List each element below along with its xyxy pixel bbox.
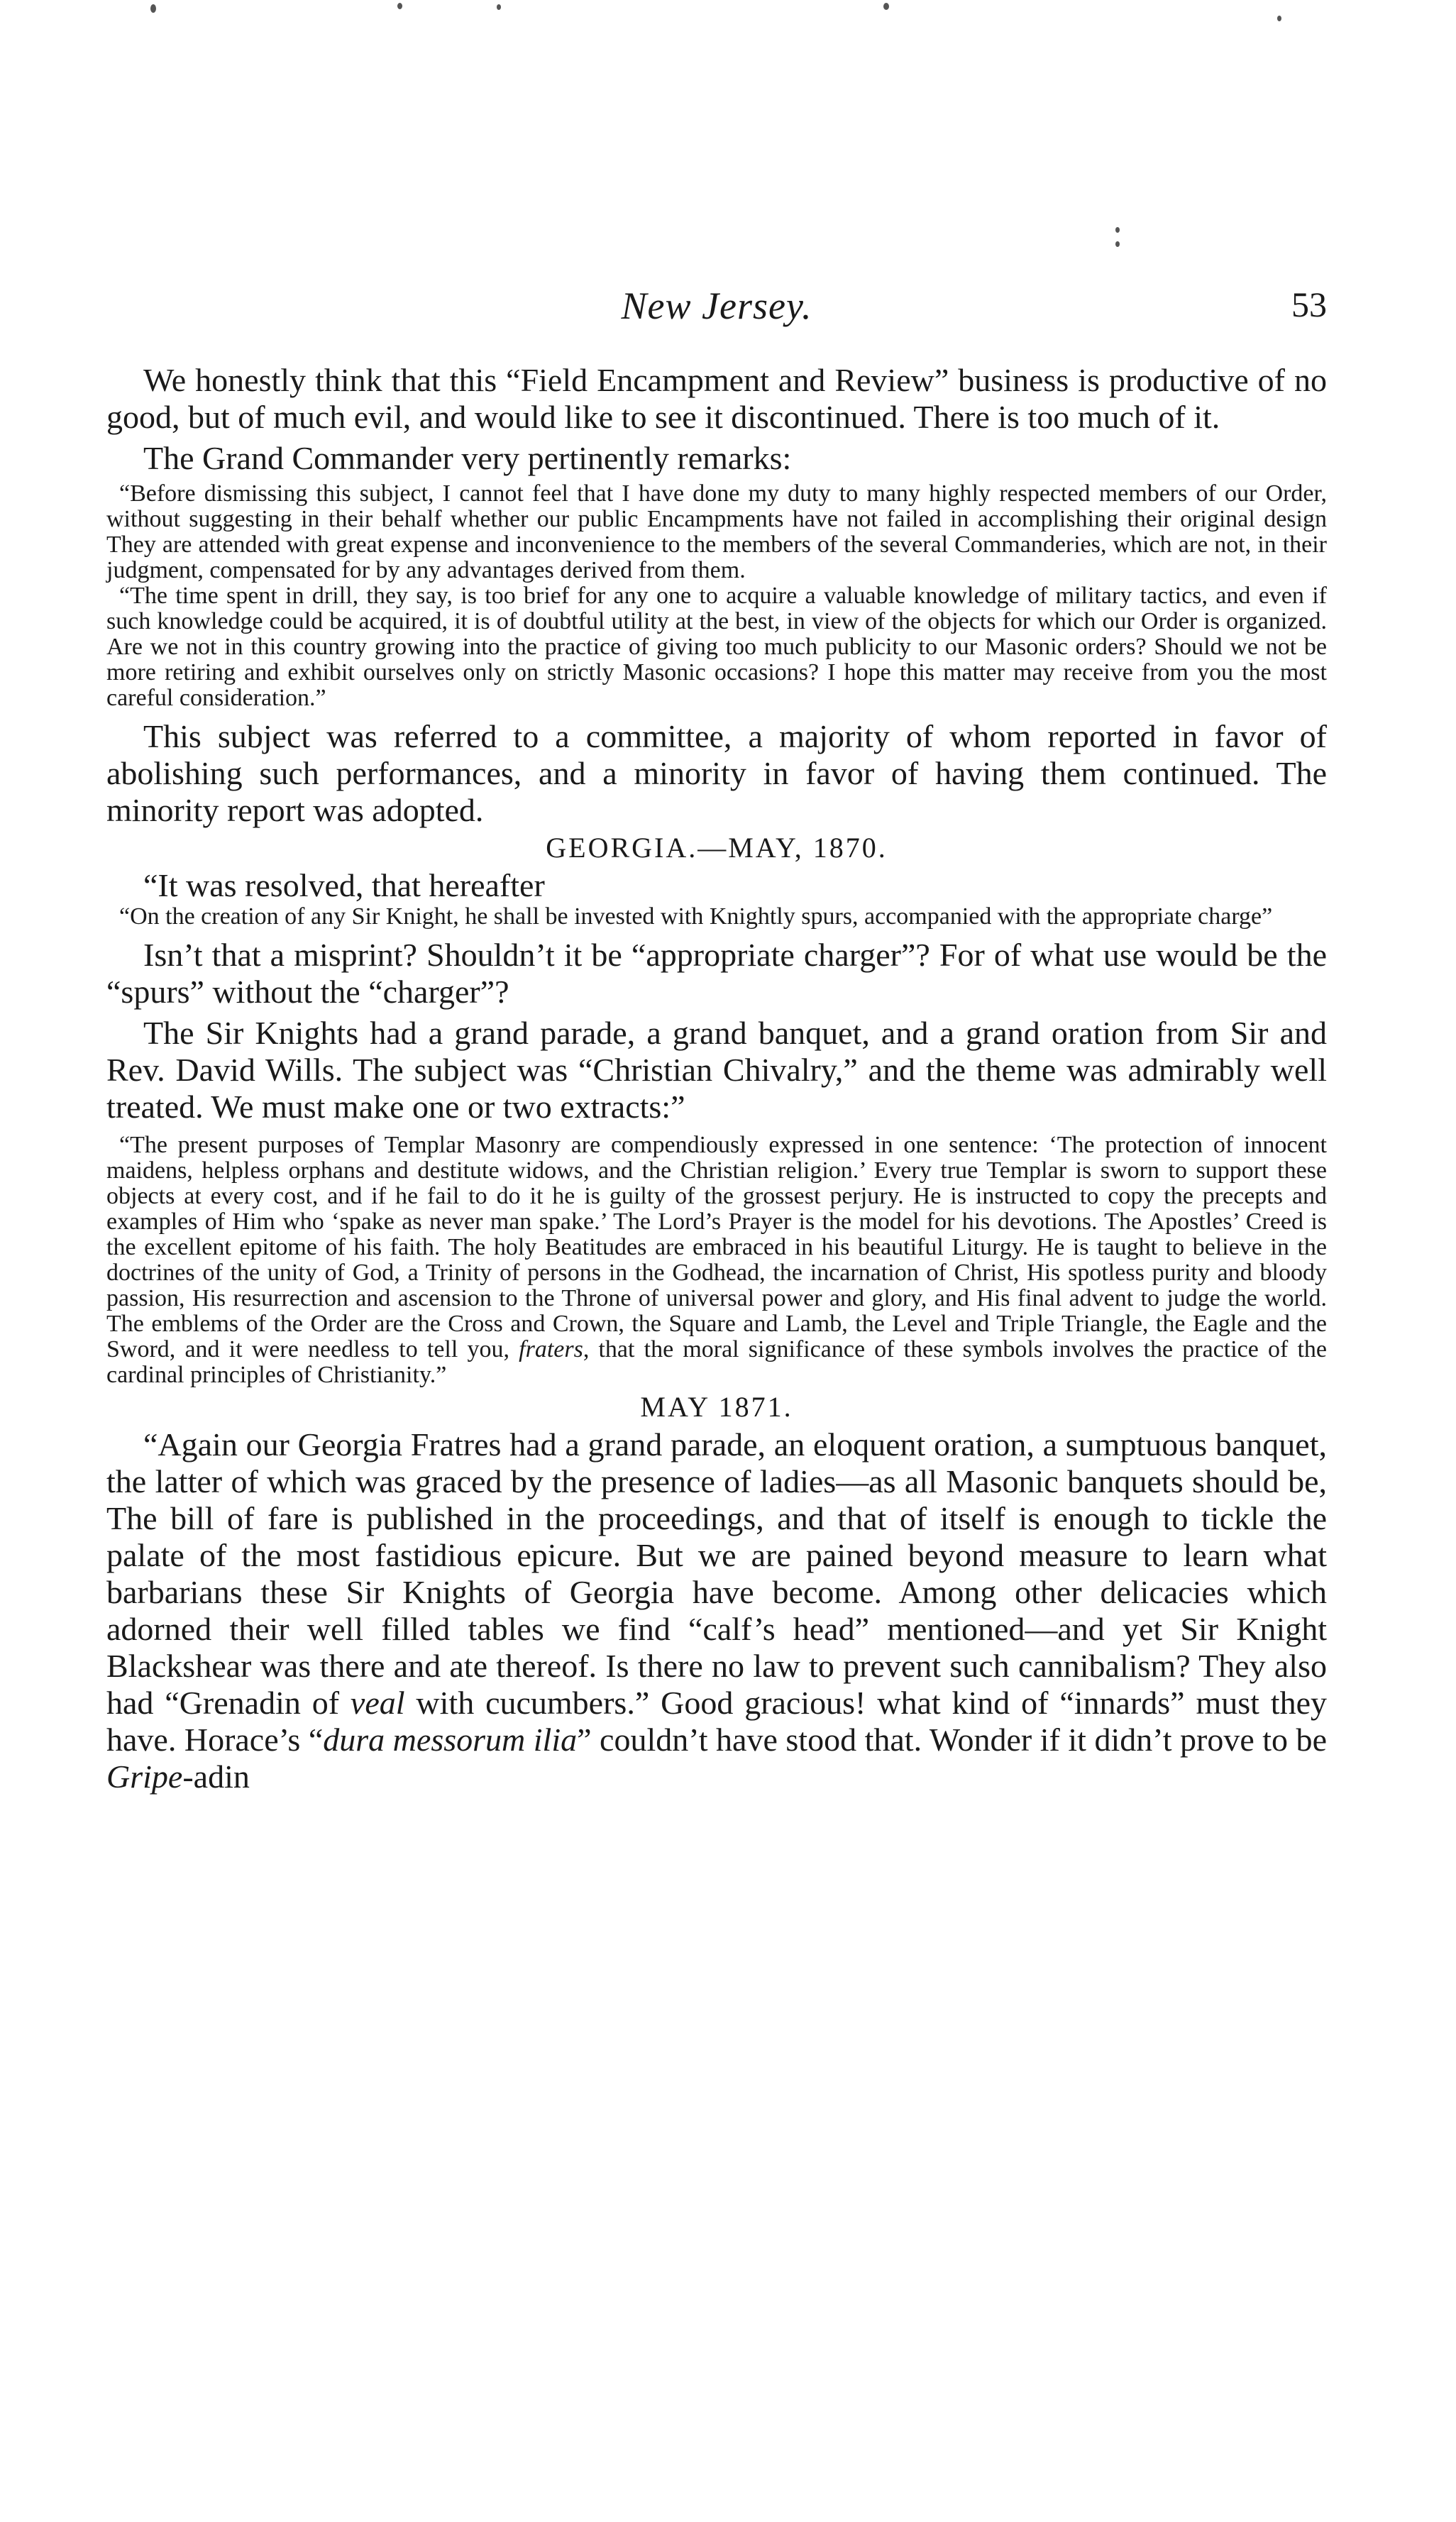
page-content (106, 362, 1327, 1795)
running-title: New Jersey. (621, 285, 812, 327)
paragraph-text: “Again our Georgia Fratres had a grand parade, an eloquent oration, a sumptuous banquet, the latter of which was graced by the presence of ladies—as all Masonic banquets should be, The bill of fare is published in the proceedings, and that of itself is enough to tickle the palate of the most fastidious epicure. But we are pained beyond measure to learn what barbarians these Sir Knights of Georgia have become. Among other delicacies which adorned their well filled tables we find “calf’s head” mentioned—and yet Sir Knight Blackshear was there and ate thereof. Is there no law to prevent such cannibalism? They also had “Grenadin of (106, 1426, 1327, 1721)
section-heading: MAY 1871. (640, 1391, 793, 1423)
quote-italic: fraters (519, 1336, 583, 1362)
scan-speck (397, 3, 402, 9)
paragraph-text: ” couldn’t have stood that. Wonder if it didn’t prove to be (577, 1722, 1327, 1758)
body-paragraph: The Sir Knights had a grand parade, a grand banquet, and a grand oration from Sir and Rev. David Wills. The subject was “Christian Chivalry,” and the theme was admirably well treated. We must make one or two extracts:” (106, 1015, 1327, 1125)
block-quote (106, 1133, 1327, 1388)
paragraph-text: with cucumbers.” Good gracious! what kind of “innards” must they have. Horace’s “ (106, 1685, 1327, 1758)
body-paragraph (106, 1426, 1327, 1795)
body-paragraph: “It was resolved, that hereafter (143, 867, 545, 903)
scan-speck (1115, 241, 1120, 247)
body-paragraph: The Grand Commander very pertinently remarks: (143, 440, 792, 476)
body-paragraph: Isn’t that a misprint? Shouldn’t it be “appropriate charger”? For of what use would be the “spurs” without the “charger”? (106, 937, 1327, 1010)
quote-text: “The present purposes of Templar Masonry are compendiously expressed in one sentence: ‘The protection of innocent maidens, helpless orphans and destitute widows, and the Christian religion.’ Every true Templar is sworn to support these objects at every cost, and if he fail to do it he is guilty of the grossest perjury. He is instructed to copy the precepts and examples of Him who ‘spake as never man spake.’ The Lord’s Prayer is the model for his devotions. The Apostles’ Creed is the excellent epitome of his faith. The holy Beatitudes are embraced in his beautiful Liturgy. He is taught to believe in the doctrines of the unity of God, a Trinity of persons in the Godhead, the incarnation of Christ, His spotless purity and bloody passion, His resurrection and ascension to the Throne of universal power and glory, and His final advent to judge the world. The emblems of the Order are the Cross and Crown, the Square and Lamb, the Level and Triple Triangle, the Eagle and the Sword, and it were needless to tell you, (106, 1132, 1327, 1362)
scan-speck (883, 3, 889, 10)
block-quote: “On the creation of any Sir Knight, he shall be invested with Knightly spurs, accompanied with the appropriate charge” (119, 903, 1273, 930)
scan-speck (1277, 16, 1281, 21)
block-quote: “Before dismissing this subject, I cannot feel that I have done my duty to many highly respected members of our Order, without suggesting in their behalf whether our public Encampments have not failed in accomplishing their original design They are attended with great expense and inconvenience to the members of the several Commanderies, which are not, in their judgment, compensated for by any advantages derived from them. (106, 480, 1327, 583)
scan-speck (1115, 227, 1120, 233)
block-quote: “The time spent in drill, they say, is too brief for any one to acquire a valuable knowledge of military tactics, and even if such knowledge could be acquired, it is of doubtful utility at the best, in view of the objects for which our Order is organized. Are we not in this country growing into the practice of giving too much publicity to our Masonic orders? Should we not be more retiring and exhibit ourselves only on strictly Masonic occasions? I hope this matter may receive from you the most careful consideration.” (106, 583, 1327, 711)
body-paragraph: This subject was referred to a committee, a majority of whom reported in favor of abolishing such performances, and a minority in favor of having them continued. The minority report was adopted. (106, 718, 1327, 828)
italic-word: veal (350, 1685, 405, 1721)
quote-text: , that the moral significance of these symbols involves the practice of the cardinal principles of Christianity.” (106, 1336, 1328, 1388)
scan-speck (150, 4, 156, 13)
body-paragraph: We honestly think that this “Field Encampment and Review” business is productive of no good, but of much evil, and would like to see it discontinued. There is too much of it. (106, 362, 1327, 435)
page-header (106, 284, 1327, 341)
section-heading: GEORGIA.—MAY, 1870. (546, 832, 888, 864)
scan-speck (497, 4, 501, 10)
latin-phrase: dura messorum ilia (323, 1722, 578, 1758)
page-number: 53 (1291, 285, 1327, 324)
paragraph-text: -adin (182, 1758, 250, 1795)
italic-word: Gripe (106, 1758, 183, 1795)
